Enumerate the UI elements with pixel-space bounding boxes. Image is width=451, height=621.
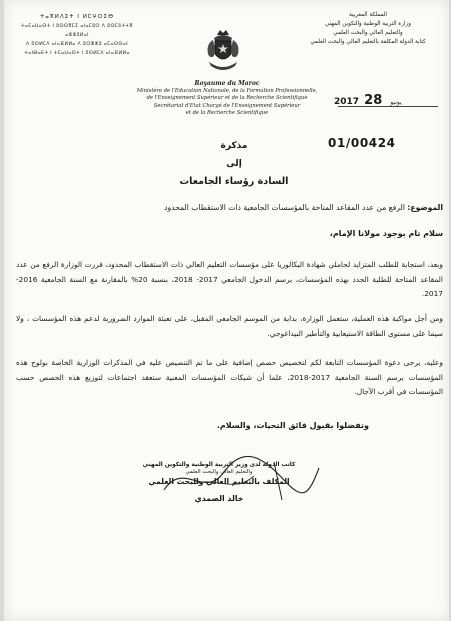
subject-text: الرفع من عدد المقاعد المتاحة بالمؤسسات الجامعية ذات الاستقطاب المحدود	[164, 203, 405, 212]
arabic-header-line: المملكة المغربية	[349, 12, 387, 18]
french-header	[124, 80, 330, 118]
french-header-line: Ministère de l'Education Nationale, de la Formation Professionnelle,	[136, 87, 318, 94]
coat-of-arms-emblem	[200, 28, 246, 74]
date-day: 28	[364, 93, 383, 108]
arabic-header-line: كتابة الدولة المكلفة بالتعليم العالي والبحث العلمي	[310, 39, 426, 45]
closing: وتفضلوا بقبول فائق التحيات، والسلام.	[216, 421, 369, 430]
signature-name: خالد الصمدي	[194, 494, 244, 503]
signature-line: المكلف بالتعليم العالي والبحث العلمي	[148, 477, 290, 486]
body-paragraph: ومن أجل مواكبة هذه العملية، ستعمل الوزارة، بداية من الموسم الجامعي المقبل، على تعبئة الموارد الضرورية لدعم هذه المؤسسات ، ولا سيما على مستوى الطاقة الاستيعابية والتأطير البيداغوجي.	[16, 314, 443, 338]
greeting: سلام تام بوجود مولانا الإمام،	[329, 229, 443, 238]
subject-line	[16, 203, 443, 212]
coat-of-arms-icon	[200, 28, 246, 74]
arabic-header	[293, 11, 443, 47]
date-stamp	[334, 89, 434, 108]
french-header-line: Secrétariat d'Etat Chargé de l'Enseignement Supérieur	[153, 102, 301, 109]
subject-label: الموضوع:	[407, 203, 443, 212]
date-month: يونيو	[390, 99, 402, 106]
date-year: 2017	[334, 97, 360, 107]
body-paragraph: وبعد، استجابة للطلب المتزايد لحاملي شهادة البكالوريا على مؤسسات التعليم العالي ذات الاستقطاب المحدود، قررت الوزارة الرفع من عدد المقاعد المتاحة للطلبة الجدد بهذه المؤسسات، برسم الدخول الجامعي 2017- 2018، بنسبة 20% بالمقارنة مع السنة الجامعية 2016-2017.	[16, 260, 443, 298]
tifinagh-line: ⵜⴰⵏⴱⴰⴹⵜ ⵏ ⵜⵎⴰⵡⴰⵙⵜ ⵏ ⵓⵙⵍⵎⴷ ⴰⵏⴰⴼⵍⵍⴰ	[24, 51, 130, 56]
french-header-line: Royaume du Maroc	[194, 80, 260, 87]
tifinagh-header	[12, 13, 142, 58]
signature-line: كاتب الدولة لدى وزير التربية الوطنية والتكوين المهني	[142, 462, 296, 468]
body-paragraph: وعليه، يرجى دعوة المؤسسات التابعة لكم لتخصيص حصص إضافية على ما تم التنصيص عليه في المذكرات الوزارية الخاصة بولوج هذه المؤسسات برسم السنة الجامعية 2017-2018، علما أن شبكات المؤسسات المعنية ستعقد اجتماعات لتوزيع هذه الحصص حسب المؤسسات في أقرب الآجال.	[16, 358, 443, 396]
handwritten-signature-icon	[154, 450, 324, 510]
addressee: السادة رؤساء الجامعات	[179, 176, 289, 187]
french-header-line: et de la Recherche Scientifique	[185, 110, 269, 117]
date-underline	[338, 106, 438, 107]
tifinagh-line: ⵜⴰⴳⵍⴷⵉⵜ ⵏ ⵍⵎⵖⵔⵉⴱ	[39, 14, 115, 20]
arabic-header-line: والتعليم العالي والبحث العلمي	[333, 30, 403, 36]
french-header-line: de l'Enseignement Supérieur et de la Recherche Scientifique	[146, 95, 308, 102]
document-page	[4, 0, 449, 621]
tifinagh-line: ⵜⴰⵎⴰⵡⴰⵙⵜ ⵏ ⵓⵙⵙⴳⵎⵉ ⴰⵏⴰⵎⵓⵔ ⴷ ⵓⵙⵎⵓⵜⵜⴳ ⴰⵣⵣⵓⵍⴰⵏ	[21, 24, 133, 38]
to-label: إلى	[226, 159, 242, 169]
tifinagh-line: ⴷ ⵓⵙⵍⵎⴷ ⴰⵏⴰⴼⵍⵍⴰ ⴷ ⵓⵔⵣⵣⵓ ⴰⵎⴰⵙⵙⴰⵏ	[26, 42, 128, 47]
reference-number: 01/00424	[328, 136, 396, 150]
arabic-header-line: وزارة التربية الوطنية والتكوين المهني	[325, 21, 411, 27]
signature-line: والتعليم العالي والبحث العلمي	[185, 469, 253, 475]
memo-label: مذكرة	[220, 141, 248, 151]
